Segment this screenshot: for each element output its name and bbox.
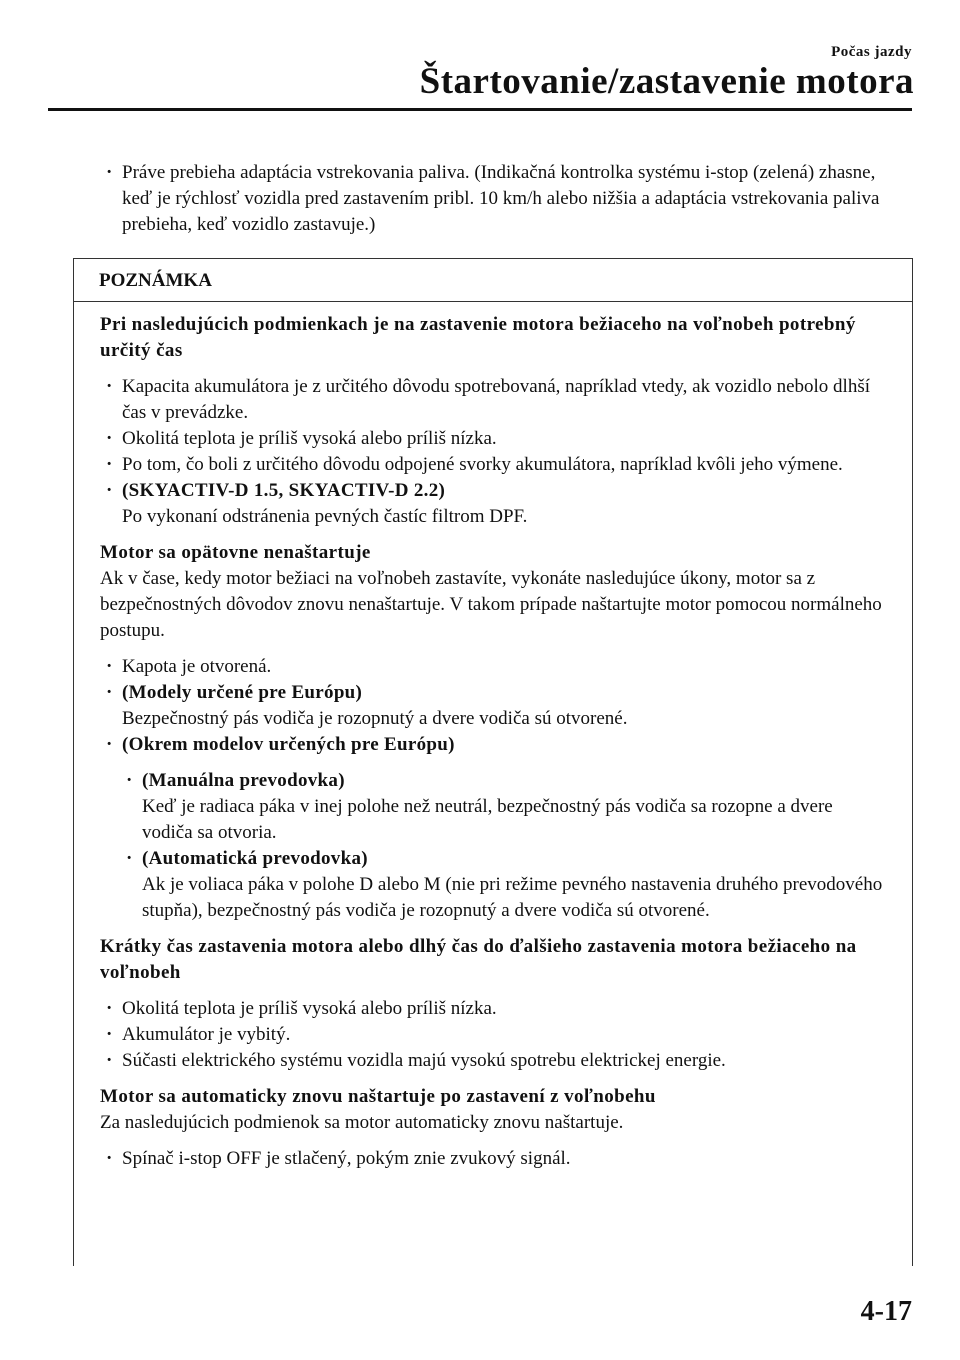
list-item: · Po tom, čo boli z určitého dôvodu odpojené svorky akumulátora, napríklad kvôli jeho výmene. xyxy=(100,452,886,478)
intro-bullet xyxy=(100,160,902,238)
list-item: · Spínač i-stop OFF je stlačený, pokým znie zvukový signál. xyxy=(100,1146,886,1172)
list-item: · Kapacita akumulátora je z určitého dôvodu spotrebovaná, napríklad vtedy, ak vozidlo nebolo dlhší čas v prevádzke. xyxy=(100,374,886,426)
note-section-2-title: Motor sa opätovne nenaštartuje xyxy=(100,542,371,563)
list-item: · Akumulátor je vybitý. xyxy=(100,1022,886,1048)
section-label: Počas jazdy xyxy=(831,44,912,60)
list-item-head: · (Modely určené pre Európu) xyxy=(122,682,363,703)
page-title: Štartovanie/zastavenie motora xyxy=(419,61,914,102)
note-section-4-list xyxy=(100,1146,886,1172)
list-item-head: · (Manuálna prevodovka) xyxy=(142,770,345,791)
note-section-1-list xyxy=(100,374,886,530)
list-item xyxy=(120,846,886,924)
list-item-text: Po vykonaní odstránenia pevných častíc filtrom DPF. xyxy=(122,506,528,527)
page-number: 4-17 xyxy=(860,1296,912,1327)
intro-bullet-text: Práve prebieha adaptácia vstrekovania paliva. (Indikačná kontrolka systému i-stop (zelená) zhasne, keď je rýchlosť vozidla pred zastavením pribl. 10 km/h alebo nižšia a adaptácia vstrekovania paliva prebieha, keď vozidlo zastavuje.) xyxy=(122,162,880,235)
note-body xyxy=(74,302,912,1172)
note-section-4-title: Motor sa automaticky znovu naštartuje po zastavení z voľnobehu xyxy=(100,1086,656,1107)
header-rule xyxy=(48,108,912,111)
note-section-2-text: Ak v čase, kedy motor bežiaci na voľnobeh zastavíte, vykonáte nasledujúce úkony, motor sa z bezpečnostných dôvodov znovu nenaštartuje. V takom prípade naštartujte motor pomocou normálneho postupu. xyxy=(100,568,882,641)
list-item xyxy=(100,732,886,758)
note-section-2-list xyxy=(100,654,886,924)
list-item-text: Keď je radiaca páka v inej polohe než neutrál, bezpečnostný pás vodiča sa rozopne a dvere vodiča sa otvoria. xyxy=(142,796,833,843)
list-item: · Kapota je otvorená. xyxy=(100,654,886,680)
list-item xyxy=(100,680,886,732)
list-item-text: Bezpečnostný pás vodiča je rozopnutý a dvere vodiča sú otvorené. xyxy=(122,708,628,729)
list-item: · Okolitá teplota je príliš vysoká alebo príliš nízka. xyxy=(100,996,886,1022)
list-item: · Okolitá teplota je príliš vysoká alebo príliš nízka. xyxy=(100,426,886,452)
list-item xyxy=(120,768,886,846)
list-item-text: Ak je voliaca páka v polohe D alebo M (nie pri režime pevného nastavenia druhého prevodového stupňa), bezpečnostný pás vodiča je rozopnutý a dvere vodiča sú otvorené. xyxy=(142,874,883,921)
note-box xyxy=(73,258,913,1266)
list-item: · Súčasti elektrického systému vozidla majú vysokú spotrebu elektrickej energie. xyxy=(100,1048,886,1074)
list-item xyxy=(100,478,886,530)
list-item-head: · (Okrem modelov určených pre Európu) xyxy=(122,734,455,755)
note-section-4-text: Za nasledujúcich podmienok sa motor automaticky znovu naštartuje. xyxy=(100,1112,624,1133)
list-item-head: · (Automatická prevodovka) xyxy=(142,848,368,869)
note-section-3-title: Krátky čas zastavenia motora alebo dlhý čas do ďalšieho zastavenia motora bežiaceho na voľnobeh xyxy=(100,936,857,983)
note-section-1-title: Pri nasledujúcich podmienkach je na zastavenie motora bežiaceho na voľnobeh potrebný určitý čas xyxy=(100,314,856,361)
nested-list xyxy=(100,768,886,924)
note-section-3-list xyxy=(100,996,886,1074)
list-item-head: · (SKYACTIV-D 1.5, SKYACTIV-D 2.2) xyxy=(122,480,446,501)
note-heading: POZNÁMKA xyxy=(74,259,912,302)
